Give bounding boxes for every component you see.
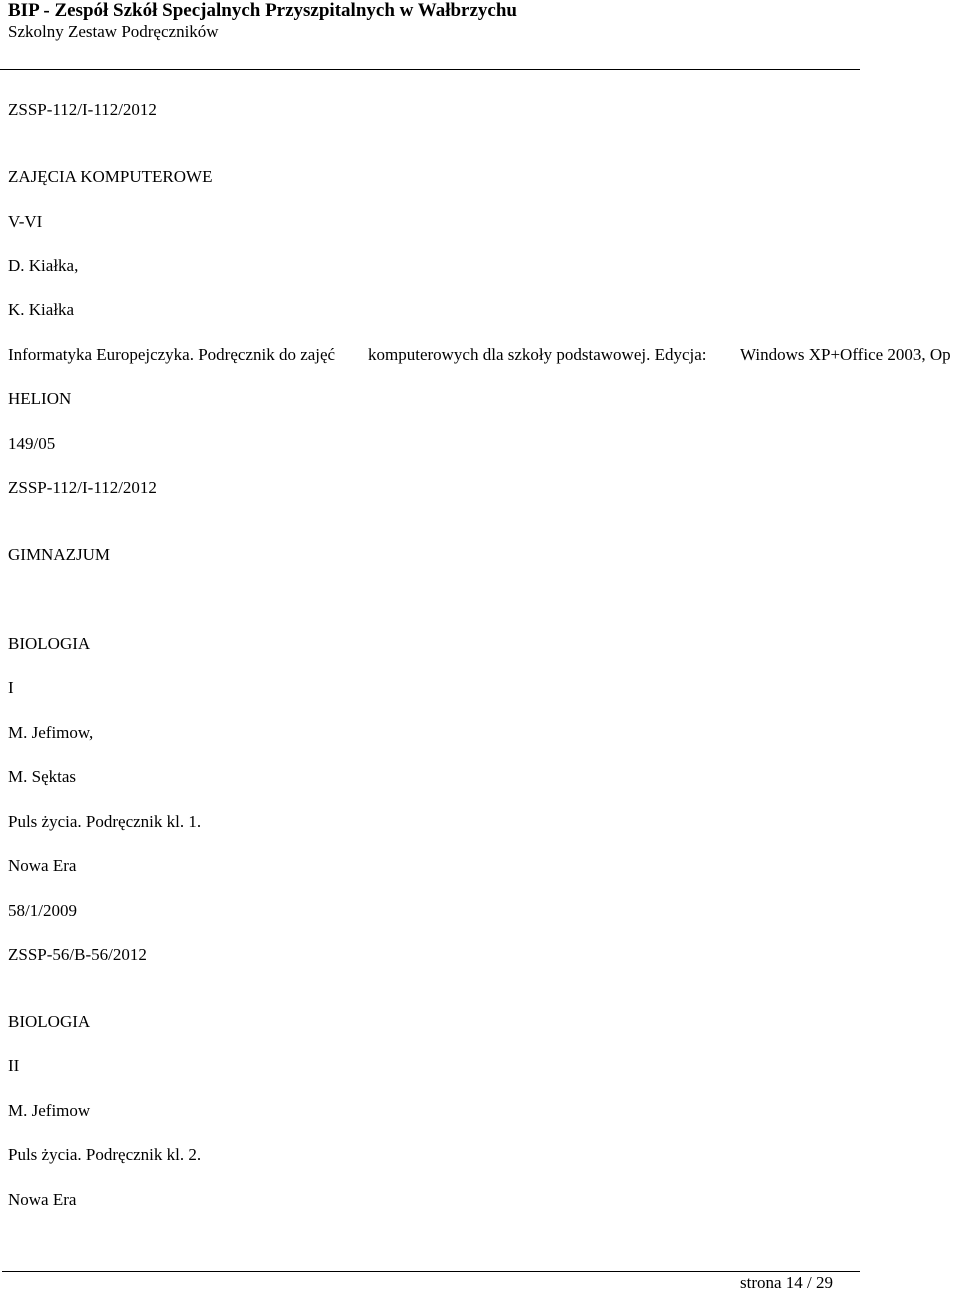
text-line: 149/05 [8,434,56,453]
header-subtitle: Szkolny Zestaw Podręczników [8,22,219,41]
text-line: ZAJĘCIA KOMPUTEROWE [8,167,213,186]
text-line: I [8,678,14,697]
text-line: BIOLOGIA [8,634,91,653]
text-line: ZSSP-112/I-112/2012 [8,478,157,497]
text-line: Puls życia. Podręcznik kl. 2. [8,1145,202,1164]
text-line: Nowa Era [8,1190,77,1209]
page-number: strona 14 / 29 [740,1273,834,1292]
header-title: BIP - Zespół Szkół Specjalnych Przyszpitalnych w Wałbrzychu [8,0,517,21]
book-title-part: Informatyka Europejczyka. Podręcznik do zajęć [8,345,336,364]
footer-rule [2,1271,860,1272]
text-line: II [8,1056,20,1075]
text-line: M. Sęktas [8,767,76,786]
text-line: 58/1/2009 [8,901,77,920]
text-line: Nowa Era [8,856,77,875]
book-title-part: Windows XP+Office 2003, Op [740,345,951,364]
header-rule [0,69,860,70]
text-line: Puls życia. Podręcznik kl. 1. [8,812,202,831]
text-line: HELION [8,389,72,408]
text-line: K. Kiałka [8,300,75,319]
text-line: D. Kiałka, [8,256,79,275]
text-line: ZSSP-112/I-112/2012 [8,100,157,119]
text-line: M. Jefimow [8,1101,91,1120]
text-line: V-VI [8,212,43,231]
text-line: ZSSP-56/B-56/2012 [8,945,147,964]
book-title-part: komputerowych dla szkoły podstawowej. Edycja: [368,345,707,364]
text-line: GIMNAZJUM [8,545,110,564]
text-line: BIOLOGIA [8,1012,91,1031]
text-line: M. Jefimow, [8,723,94,742]
